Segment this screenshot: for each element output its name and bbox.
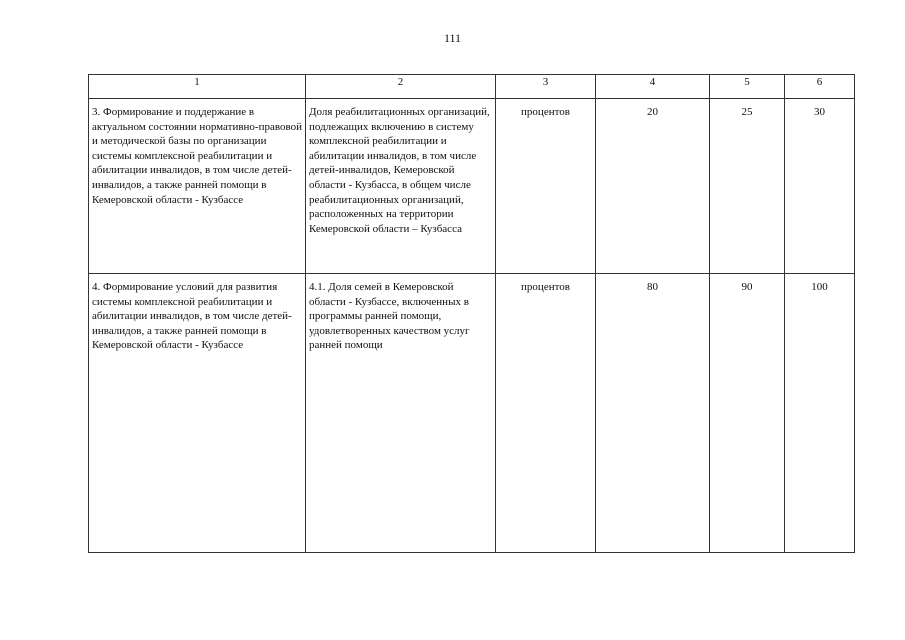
value-cell <box>710 99 785 274</box>
column-header: 6 <box>785 75 855 99</box>
indicator-cell <box>306 274 496 553</box>
value-text: 100 <box>811 281 828 293</box>
task-cell <box>89 274 306 553</box>
task-text: 4. Формирование условий для развития системы комплексной реабилитации и абилитации инвалидов, в том числе детей-инвалидов, а также ранней помощи в Кемеровской области - Кузбассе <box>92 281 292 352</box>
task-cell <box>89 99 306 274</box>
value-text: 80 <box>647 281 658 293</box>
column-header: 1 <box>89 75 306 99</box>
table-row <box>89 274 855 553</box>
column-header: 4 <box>596 75 710 99</box>
table-row <box>89 99 855 274</box>
indicator-text: 4.1. Доля семей в Кемеровской области - Кузбассе, включенных в программы ранней помощи, удовлетворенных качеством услуг ранней помощи <box>309 281 470 352</box>
unit-text: процентов <box>521 106 570 118</box>
unit-text: процентов <box>521 281 570 293</box>
value-cell <box>785 274 855 553</box>
indicator-cell <box>306 99 496 274</box>
unit-cell <box>496 274 596 553</box>
value-cell <box>596 274 710 553</box>
header-row <box>89 75 855 99</box>
column-header: 5 <box>710 75 785 99</box>
value-cell <box>596 99 710 274</box>
unit-cell <box>496 99 596 274</box>
value-cell <box>785 99 855 274</box>
task-text: 3. Формирование и поддержание в актуальном состоянии нормативно-правовой и методической базы по организации системы комплексной реабилитации и абилитации инвалидов, в том числе детей-инвалидов, а также ранней помощи в Кемеровской области - Кузбассе <box>92 106 302 206</box>
value-text: 30 <box>814 106 825 118</box>
column-header: 3 <box>496 75 596 99</box>
page-number: 111 <box>443 31 462 45</box>
indicator-text: Доля реабилитационных организаций, подлежащих включению в систему комплексной реабилитации и абилитации инвалидов, в том числе детей-инвалидов, Кемеровской области - Кузбасса, в общем числе реабилитационных организаций, расположенных на территории Кемеровской области – Кузбасса <box>309 106 490 235</box>
indicators-table <box>88 74 855 553</box>
column-header: 2 <box>306 75 496 99</box>
value-text: 90 <box>741 281 753 293</box>
value-text: 25 <box>741 106 753 118</box>
value-text: 20 <box>647 106 658 118</box>
value-cell <box>710 274 785 553</box>
